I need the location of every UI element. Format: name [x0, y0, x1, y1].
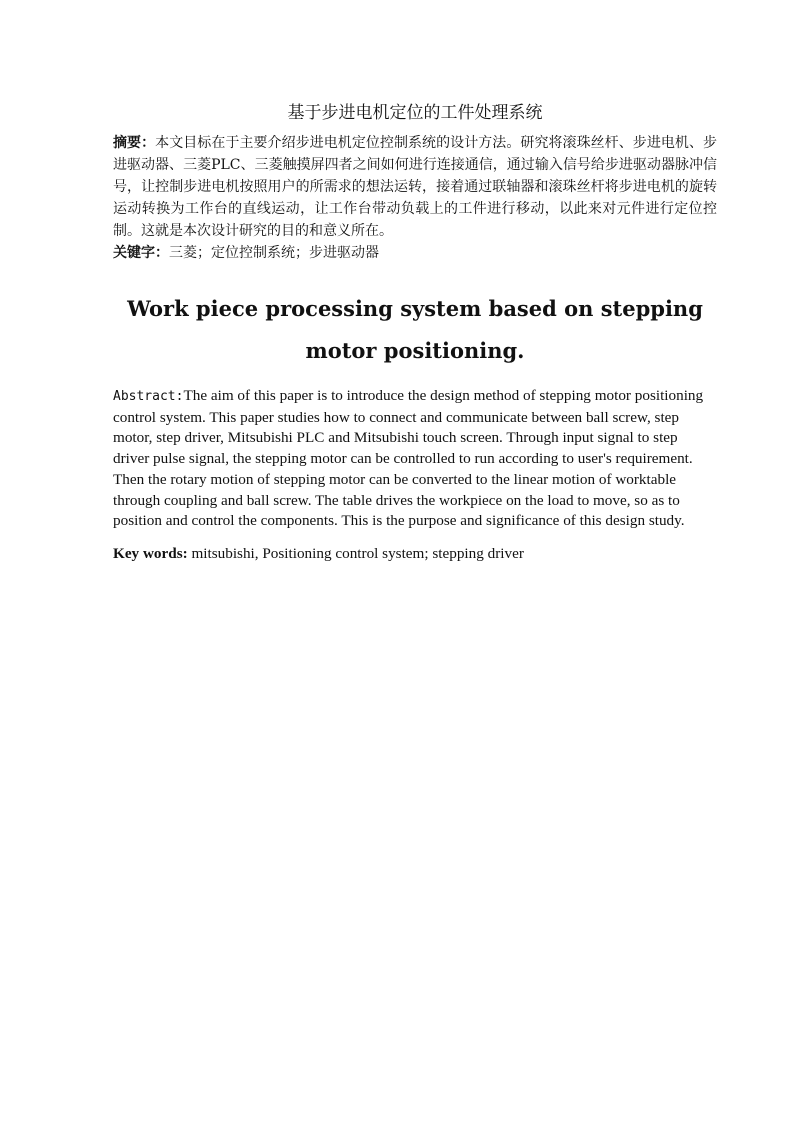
english-keywords	[113, 544, 717, 565]
chinese-keywords	[113, 242, 717, 264]
chinese-abstract-text: 本文目标在于主要介绍步进电机定位控制系统的设计方法。研究将滚珠丝杆、步进电机、步进驱动器、三菱PLC、三菱触摸屏四者之间如何进行连接通信，通过输入信号给步进驱动器脉冲信号，让控制步进电机按照用户的所需求的想法运转，接着通过联轴器和滚珠丝杆将步进电机的旋转运动转换为工作台的直线运动，让工作台带动负载上的工件进行移动，以此来对元件进行定位控制。这就是本次设计研究的目的和意义所在。	[113, 135, 718, 239]
english-abstract	[113, 386, 717, 532]
english-abstract-label: Abstract:	[113, 389, 184, 404]
chinese-keywords-label: 关键字：	[113, 245, 169, 261]
document-page	[113, 100, 717, 565]
english-title: Work piece processing system based on stepping motor positioning.	[127, 296, 703, 363]
chinese-keywords-text: 三菱；定位控制系统；步进驱动器	[169, 245, 379, 261]
english-keywords-label: Key words:	[113, 544, 188, 562]
chinese-title: 基于步进电机定位的工件处理系统	[287, 103, 543, 123]
chinese-abstract	[113, 132, 717, 242]
english-keywords-text: mitsubishi, Positioning control system; stepping driver	[191, 544, 524, 562]
english-abstract-text: The aim of this paper is to introduce the design method of stepping motor positioning control system. This paper studies how to connect and communicate between ball screw, step motor, step driver, Mitsubishi PLC and Mitsubishi touch screen. Through input signal to step driver pulse signal, the stepping motor can be controlled to run according to user's requirement. Then the rotary motion of stepping motor can be converted to the linear motion of worktable through coupling and ball screw. The table drives the workpiece on the load to move, so as to position and control the components. This is the purpose and significance of this design study.	[113, 387, 704, 530]
chinese-abstract-label: 摘要：	[113, 135, 156, 151]
